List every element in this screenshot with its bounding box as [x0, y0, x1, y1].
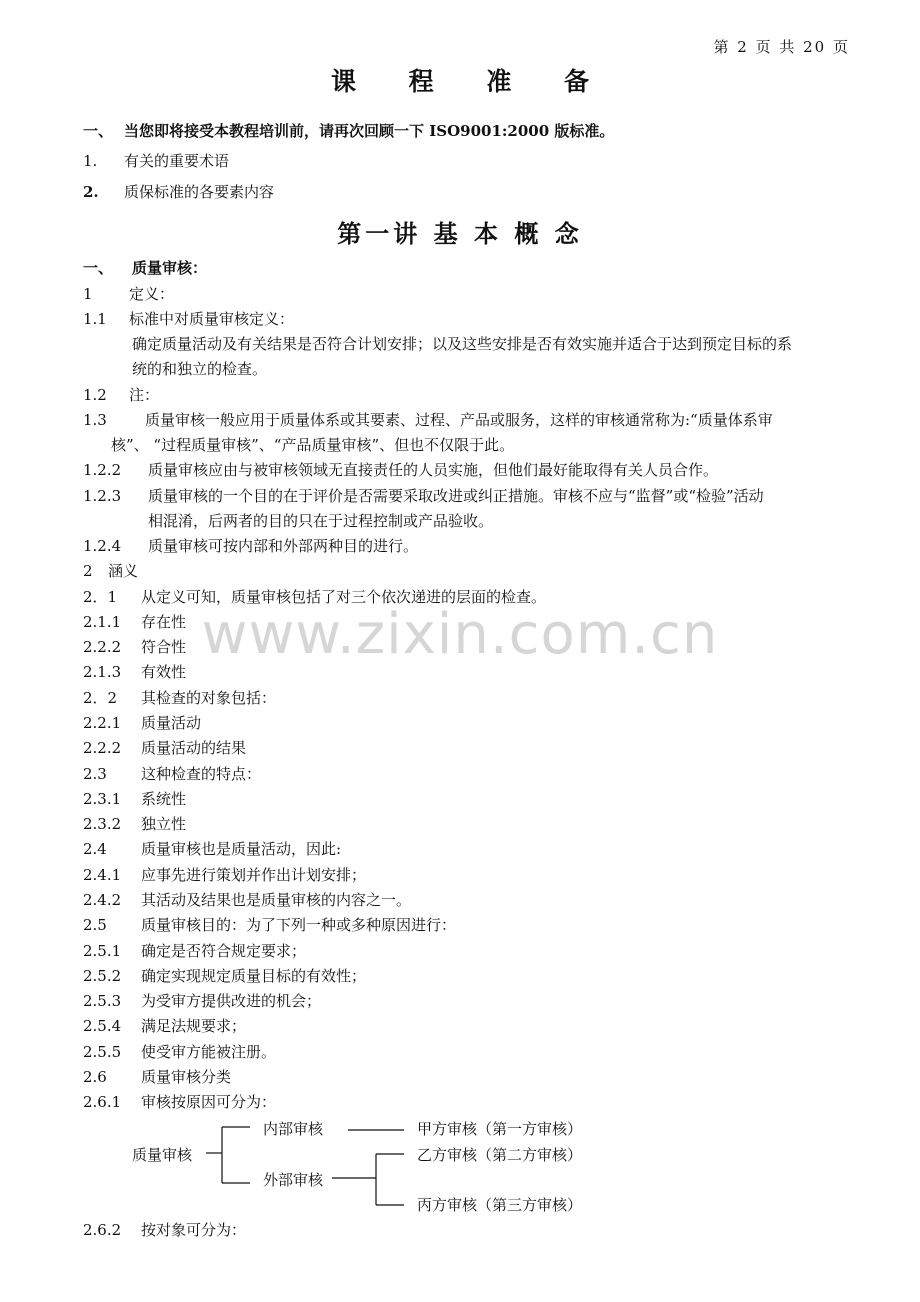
item-number: 2.6.1 [83, 1093, 122, 1111]
item-number: 2.2.1 [83, 714, 122, 732]
audit-classification-diagram [0, 1110, 920, 1220]
item-text: 涵义 [108, 562, 139, 580]
item-text: 应事先进行策划并作出计划安排； [141, 866, 367, 884]
item-text: 质量审核目的：为了下列一种或多种原因进行： [141, 916, 457, 934]
list-item [83, 865, 366, 885]
item-number: 1.3 [83, 411, 107, 429]
item-text: 质量审核可按内部和外部两种目的进行。 [148, 537, 419, 555]
item-text: 质量审核一般应用于质量体系或其要素、过程、产品或服务，这样的审核通常称为:“质量体系审 [145, 411, 773, 429]
prep-heading-text: 当您即将接受本教程培训前，请再次回顾一下 ISO9001:2000 版标准。 [124, 122, 615, 140]
item-number: 2．2 [83, 689, 118, 707]
list-item [83, 738, 246, 758]
item-text: 标准中对质量审核定义： [129, 310, 295, 328]
list-item [83, 814, 186, 834]
list-item [83, 486, 764, 506]
list-item [83, 385, 159, 405]
list-item [83, 1042, 276, 1062]
item-number: 2.4.1 [83, 866, 122, 884]
item-text: 有效性 [141, 663, 187, 681]
list-item [83, 1016, 246, 1036]
item-number: 2.1.1 [83, 613, 122, 631]
item-number: 2.5.4 [83, 1017, 122, 1035]
item-number: 2.5 [83, 916, 107, 934]
paragraph-line: 确定质量活动及有关结果是否符合计划安排；以及这些安排是否有效实施并适合于达到预定目标的系 [132, 335, 793, 353]
item-number: 1.2 [83, 386, 107, 404]
item-text: 质量活动的结果 [141, 739, 247, 757]
item-text: 满足法规要求； [141, 1017, 247, 1035]
item-number: 2.2.2 [83, 739, 122, 757]
prep-heading-number: 一、 [83, 122, 114, 140]
prep-item-2 [83, 182, 274, 202]
list-item [83, 991, 321, 1011]
item-number: 1 [83, 285, 93, 303]
list-item [83, 410, 773, 430]
item-number: 2.3 [83, 765, 107, 783]
prep-item-number: 2. [83, 183, 99, 201]
section-heading [83, 258, 207, 278]
item-number: 1.1 [83, 310, 107, 328]
item-text: 系统性 [141, 790, 187, 808]
list-item [83, 1220, 246, 1240]
diagram-third-party-label: 丙方审核（第三方审核） [417, 1196, 583, 1214]
section-number: 一、 [83, 259, 114, 277]
item-number: 2.6.2 [83, 1221, 122, 1239]
list-item [83, 789, 186, 809]
item-text: 存在性 [141, 613, 187, 631]
item-number: 2.5.3 [83, 992, 122, 1010]
item-text: 确定是否符合规定要求； [141, 942, 307, 960]
list-item [83, 915, 456, 935]
list-item [83, 688, 276, 708]
item-text: 质量活动 [141, 714, 202, 732]
paragraph-line: 核”、 “过程质量审核”、“产品质量审核”、但也不仅限于此。 [111, 436, 515, 454]
list-item [83, 764, 261, 784]
item-number: 2.5.2 [83, 967, 122, 985]
page-number: 第 2 页 共 20 页 [713, 38, 850, 56]
item-text: 其活动及结果也是质量审核的内容之一。 [141, 891, 412, 909]
paragraph-line: 相混淆，后两者的目的只在于过程控制或产品验收。 [148, 512, 494, 530]
item-number: 2．1 [83, 588, 118, 606]
prep-item-text: 有关的重要术语 [124, 152, 230, 170]
item-text: 质量审核分类 [141, 1068, 232, 1086]
item-text: 审核按原因可分为： [141, 1093, 277, 1111]
list-item [83, 536, 418, 556]
prep-item-number: 1. [83, 152, 98, 170]
item-number: 1.2.4 [83, 537, 122, 555]
prep-heading [83, 121, 614, 141]
prep-item-1 [83, 151, 229, 171]
list-item [83, 941, 306, 961]
item-text: 这种检查的特点： [141, 765, 262, 783]
item-text: 确定实现规定质量目标的有效性； [141, 967, 367, 985]
item-number: 2.3.2 [83, 815, 122, 833]
item-number: 2.3.1 [83, 790, 122, 808]
item-text: 其检查的对象包括： [141, 689, 277, 707]
item-text: 按对象可分为： [141, 1221, 247, 1239]
list-item [83, 1092, 276, 1112]
list-item [83, 839, 341, 859]
list-item [83, 284, 174, 304]
item-text: 质量审核也是质量活动，因此: [141, 840, 342, 858]
diagram-root-label: 质量审核 [132, 1146, 193, 1164]
list-item [83, 309, 294, 329]
list-item [83, 460, 718, 480]
item-number: 1.2.2 [83, 461, 122, 479]
prep-item-text: 质保标准的各要素内容 [124, 183, 275, 201]
section-text: 质量审核： [132, 259, 208, 277]
watermark: www.zixin.com.cn [201, 602, 719, 667]
paragraph-line: 统的和独立的检查。 [132, 360, 268, 378]
item-text: 为受审方提供改进的机会； [141, 992, 322, 1010]
diagram-second-party-label: 乙方审核（第二方审核） [417, 1146, 583, 1164]
item-number: 2 [83, 562, 93, 580]
item-number: 2.4 [83, 840, 107, 858]
diagram-first-party-label: 甲方审核（第一方审核） [417, 1120, 583, 1138]
list-item [83, 1067, 231, 1087]
item-text: 注： [129, 386, 160, 404]
item-number: 2.5.1 [83, 942, 122, 960]
list-item [83, 890, 411, 910]
diagram-external-label: 外部审核 [263, 1171, 324, 1189]
diagram-internal-label: 内部审核 [263, 1120, 324, 1138]
item-text: 符合性 [141, 638, 187, 656]
item-text: 定义： [129, 285, 175, 303]
list-item [83, 966, 366, 986]
item-number: 2.1.3 [83, 663, 122, 681]
item-text: 使受审方能被注册。 [141, 1043, 277, 1061]
item-text: 质量审核应由与被审核领域无直接责任的人员实施，但他们最好能取得有关人员合作。 [148, 461, 719, 479]
item-number: 1.2.3 [83, 487, 122, 505]
lecture-title: 第一讲 基 本 概 念 [337, 219, 583, 248]
list-item [83, 713, 201, 733]
item-text: 质量审核的一个目的在于评价是否需要采取改进或纠正措施。审核不应与“监督”或“检验”活动 [148, 487, 764, 505]
list-item [83, 561, 138, 581]
section-title-course-prep: 课 程 准 备 [330, 67, 612, 96]
item-text: 从定义可知，质量审核包括了对三个依次递进的层面的检查。 [141, 588, 547, 606]
item-text: 独立性 [141, 815, 187, 833]
item-number: 2.5.5 [83, 1043, 122, 1061]
item-number: 2.4.2 [83, 891, 122, 909]
item-number: 2.2.2 [83, 638, 122, 656]
item-number: 2.6 [83, 1068, 107, 1086]
